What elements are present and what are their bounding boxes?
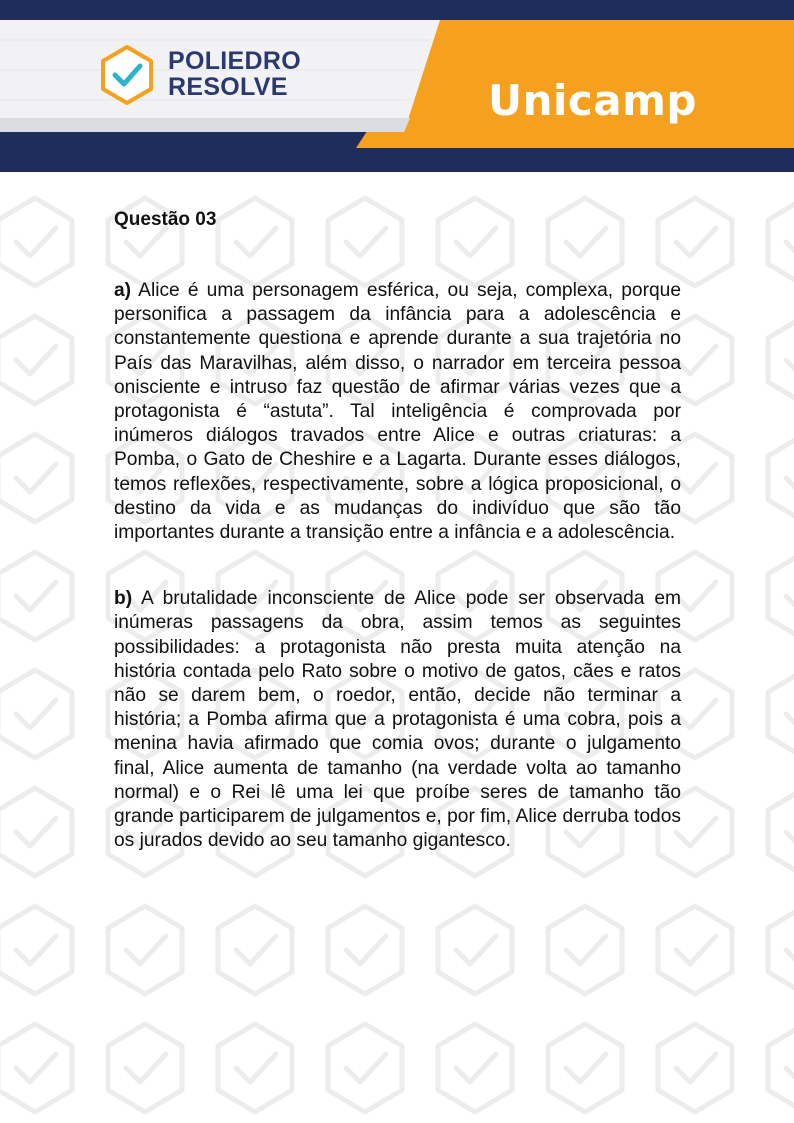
- logo-line-2: RESOLVE: [168, 73, 288, 101]
- answer-a-label: a): [114, 280, 132, 301]
- answer-b-text: A brutalidade inconsciente de Alice pode ser observada em inúmeras passagens da obra, assim temos as seguintes possibilidades: a protagonista não presta muita atenção na história contada pelo Rato sobre o motivo de gatos, cães e ratos não se darem bem, o roedor, então, decide não terminar a história; a Pomba afirma que a protagonista é uma cobra, pois a menina havia afirmado que comia ovos; durante o julgamento final, Alice aumenta de tamanho (na verdade volta ao tamanho normal) e o Rei lê uma lei que proíbe seres de tamanho tão grande participarem de julgamentos e, por fim, Alice derruba todos os jurados devido ao seu tamanho gigantesco.: [114, 588, 681, 852]
- poliedro-resolve-logo: [168, 48, 301, 100]
- answer-b: [114, 587, 681, 853]
- logo-line-1: POLIEDRO: [168, 47, 301, 75]
- question-content: [114, 205, 681, 895]
- answer-a: [114, 279, 681, 545]
- question-title: Questão 03: [114, 209, 217, 230]
- answer-b-label: b): [114, 588, 133, 610]
- poliedro-logo-icon: [98, 44, 156, 106]
- answer-a-text: Alice é uma personagem esférica, ou seja, complexa, porque personifica a passagem da infância para a adolescência e constantemente questiona e aprende durante a sua trajetória no País das Maravilhas, além disso, o narrador em terceira pessoa onisciente e intruso faz questão de afirmar várias vezes que a protagonista é “astuta”. Tal inteligência é comprovada por inúmeros diálogos travados entre Alice e outras criaturas: a Pomba, o Gato de Cheshire e a Lagarta. Durante esses diálogos, temos reflexões, respectivamente, sobre a lógica proposicional, o destino da vida e as mudanças do indivíduo que são tão importantes durante a transição entre a infância e a adolescência.: [114, 280, 681, 544]
- page-header: [0, 0, 794, 172]
- exam-name: Unicamp: [488, 76, 697, 125]
